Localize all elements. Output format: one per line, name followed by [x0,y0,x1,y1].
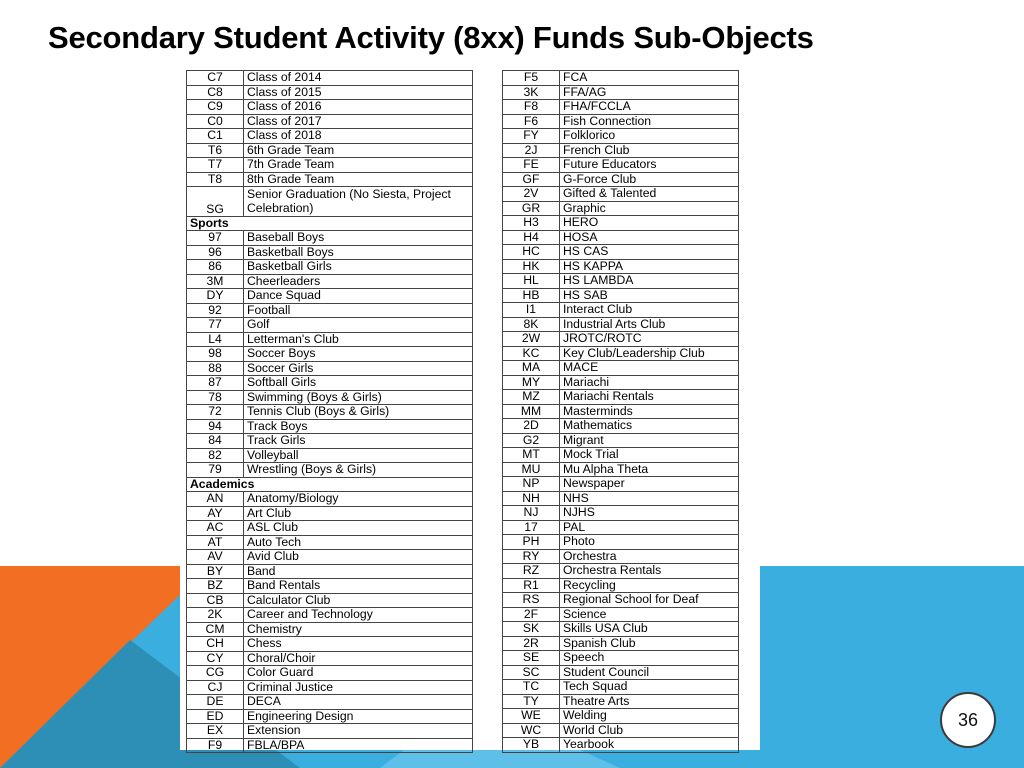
table-row [503,129,739,144]
table-row [187,419,473,434]
activity-name: FBLA/BPA [244,738,473,753]
activity-name: Letterman's Club [244,332,473,347]
page-title: Secondary Student Activity (8xx) Funds Sub-Objects [48,20,814,55]
activity-name: Golf [244,318,473,333]
table-row [187,564,473,579]
table-row [187,550,473,565]
activity-name: Graphic [560,201,739,216]
table-row [187,680,473,695]
sub-object-code: HL [503,274,560,289]
activity-name: Folklorico [560,129,739,144]
table-row [503,201,739,216]
activity-name: 7th Grade Team [244,158,473,173]
sub-object-code: FE [503,158,560,173]
sub-object-code: 3M [187,274,244,289]
activity-name: Chess [244,637,473,652]
sub-object-code: C9 [187,100,244,115]
activity-name: FCA [560,71,739,86]
section-title: Sports [187,216,473,231]
activity-name: DECA [244,695,473,710]
activity-name: Calculator Club [244,593,473,608]
sub-object-code: SC [503,665,560,680]
sub-object-code: CM [187,622,244,637]
table-row [187,724,473,739]
sub-object-code: 82 [187,448,244,463]
table-row [503,723,739,738]
sub-object-code: C0 [187,114,244,129]
page-number: 36 [940,692,996,748]
sub-object-code: RY [503,549,560,564]
table-row [503,694,739,709]
table-row [503,346,739,361]
sub-object-code: 2R [503,636,560,651]
sub-object-code: AN [187,492,244,507]
sub-object-code: NJ [503,506,560,521]
sub-object-code: T6 [187,143,244,158]
activity-name: Engineering Design [244,709,473,724]
activity-name: Senior Graduation (No Siesta, Project Celebration) [244,187,473,217]
activity-name: Spanish Club [560,636,739,651]
activity-name: Tennis Club (Boys & Girls) [244,405,473,420]
table-row [187,71,473,86]
table-row [187,172,473,187]
activity-name: Key Club/Leadership Club [560,346,739,361]
table-row [503,259,739,274]
activity-name: Theatre Arts [560,694,739,709]
table-row [187,129,473,144]
activity-name: Dance Squad [244,289,473,304]
activity-name: Extension [244,724,473,739]
section-header [187,477,473,492]
activity-name: Track Boys [244,419,473,434]
table-row [503,375,739,390]
table-row [187,332,473,347]
table-row [503,535,739,550]
activity-name: Softball Girls [244,376,473,391]
sub-object-code: F6 [503,114,560,129]
table-row [503,303,739,318]
table-row [187,651,473,666]
table-row [187,709,473,724]
activity-name: Criminal Justice [244,680,473,695]
table-row [187,608,473,623]
sub-object-code: AT [187,535,244,550]
activity-name: Skills USA Club [560,622,739,637]
table-row [503,477,739,492]
table-row [503,636,739,651]
activity-name: Swimming (Boys & Girls) [244,390,473,405]
sub-object-code: MU [503,462,560,477]
sub-object-code: 2W [503,332,560,347]
sub-object-code: 78 [187,390,244,405]
table-row [187,100,473,115]
activity-name: Speech [560,651,739,666]
activity-name: Tech Squad [560,680,739,695]
table-row [187,390,473,405]
activity-name: Class of 2017 [244,114,473,129]
table-row [503,361,739,376]
table-row [503,100,739,115]
sub-object-code: AV [187,550,244,565]
activity-name: Mariachi [560,375,739,390]
table-row [187,318,473,333]
table-row [187,738,473,753]
sub-object-code: 2D [503,419,560,434]
section-title: Academics [187,477,473,492]
sub-object-code: CH [187,637,244,652]
activity-name: Fish Connection [560,114,739,129]
sub-object-code: 2V [503,187,560,202]
sub-object-code: FY [503,129,560,144]
activity-name: Yearbook [560,738,739,753]
sub-object-code: HK [503,259,560,274]
activity-name: Basketball Boys [244,245,473,260]
activity-name: NJHS [560,506,739,521]
activity-name: Career and Technology [244,608,473,623]
sub-object-code: 86 [187,260,244,275]
activity-name: MACE [560,361,739,376]
table-row [187,434,473,449]
table-row [187,405,473,420]
activity-name: Student Council [560,665,739,680]
sub-object-code: MZ [503,390,560,405]
table-row [187,347,473,362]
sub-object-code: RZ [503,564,560,579]
sub-object-code: GR [503,201,560,216]
sub-object-code: WC [503,723,560,738]
table-row [503,549,739,564]
sub-object-code: 92 [187,303,244,318]
activity-name: Recycling [560,578,739,593]
table-row [187,506,473,521]
table-row [503,230,739,245]
sub-object-code: DY [187,289,244,304]
table-row [503,419,739,434]
activity-name: HS KAPPA [560,259,739,274]
table-row [503,114,739,129]
sub-object-code: 72 [187,405,244,420]
sub-object-code: C8 [187,85,244,100]
table-row [503,506,739,521]
activity-name: Avid Club [244,550,473,565]
sub-object-code: HC [503,245,560,260]
sub-object-code: R1 [503,578,560,593]
sub-object-code: ED [187,709,244,724]
sub-object-code: MM [503,404,560,419]
sub-object-code: 98 [187,347,244,362]
sub-object-code: WE [503,709,560,724]
sub-object-code: HB [503,288,560,303]
right-sub-object-table [502,70,739,753]
activity-name: FFA/AG [560,85,739,100]
activity-name: Gifted & Talented [560,187,739,202]
sub-object-code: KC [503,346,560,361]
table-row [503,172,739,187]
table-row [187,637,473,652]
activity-name: Baseball Boys [244,231,473,246]
activity-name: NHS [560,491,739,506]
sub-object-code: 87 [187,376,244,391]
table-row [503,158,739,173]
activity-name: Basketball Girls [244,260,473,275]
sub-object-code: TC [503,680,560,695]
activity-name: Anatomy/Biology [244,492,473,507]
sub-object-code: 84 [187,434,244,449]
sub-object-code: 3K [503,85,560,100]
sub-object-code: PH [503,535,560,550]
sub-object-code: 2F [503,607,560,622]
sub-object-code: 79 [187,463,244,478]
sub-object-code: 77 [187,318,244,333]
sub-object-code: 17 [503,520,560,535]
table-row [503,71,739,86]
sub-objects-table-image [180,68,760,750]
activity-name: 6th Grade Team [244,143,473,158]
activity-name: Photo [560,535,739,550]
sub-object-code: BZ [187,579,244,594]
table-row [503,622,739,637]
sub-object-code: EX [187,724,244,739]
activity-name: Cheerleaders [244,274,473,289]
sub-object-code: C1 [187,129,244,144]
table-row [503,433,739,448]
sub-object-code: F9 [187,738,244,753]
activity-name: HOSA [560,230,739,245]
table-row [187,187,473,217]
table-row [187,535,473,550]
sub-object-code: MA [503,361,560,376]
table-row [187,303,473,318]
sub-object-code: C7 [187,71,244,86]
sub-object-code: 8K [503,317,560,332]
sub-object-code: CG [187,666,244,681]
sub-object-code: 2J [503,143,560,158]
table-row [187,274,473,289]
activity-name: Band [244,564,473,579]
sub-object-code: BY [187,564,244,579]
table-row [503,143,739,158]
activity-name: Soccer Boys [244,347,473,362]
table-row [187,376,473,391]
sub-object-code: L4 [187,332,244,347]
activity-name: PAL [560,520,739,535]
sub-object-code: T8 [187,172,244,187]
table-row [503,390,739,405]
sub-object-code: GF [503,172,560,187]
table-row [503,274,739,289]
activity-name: Band Rentals [244,579,473,594]
sub-object-code: NP [503,477,560,492]
activity-name: Wrestling (Boys & Girls) [244,463,473,478]
sub-object-code: F5 [503,71,560,86]
table-row [503,404,739,419]
table-row [503,520,739,535]
activity-name: Mu Alpha Theta [560,462,739,477]
sub-object-code: 97 [187,231,244,246]
table-row [187,143,473,158]
table-row [187,85,473,100]
table-row [503,288,739,303]
activity-name: Chemistry [244,622,473,637]
table-row [503,332,739,347]
table-row [503,187,739,202]
sub-object-code: F8 [503,100,560,115]
table-row [187,260,473,275]
sub-object-code: CJ [187,680,244,695]
table-row [503,680,739,695]
activity-name: Art Club [244,506,473,521]
activity-name: Class of 2016 [244,100,473,115]
table-row [187,593,473,608]
activity-name: HS SAB [560,288,739,303]
table-row [187,158,473,173]
activity-name: Class of 2014 [244,71,473,86]
sub-object-code: I1 [503,303,560,318]
sub-object-code: DE [187,695,244,710]
table-row [503,216,739,231]
table-row [187,289,473,304]
activity-name: Orchestra Rentals [560,564,739,579]
sub-object-code: 94 [187,419,244,434]
table-row [187,114,473,129]
table-row [187,463,473,478]
activity-name: G-Force Club [560,172,739,187]
table-row [503,665,739,680]
sub-object-code: 88 [187,361,244,376]
sub-object-code: 96 [187,245,244,260]
sub-object-code: MY [503,375,560,390]
sub-object-code: SG [187,187,244,217]
sub-object-code: MT [503,448,560,463]
table-row [503,317,739,332]
sub-object-code: NH [503,491,560,506]
table-row [503,564,739,579]
activity-name: World Club [560,723,739,738]
table-row [187,492,473,507]
sub-object-code: SK [503,622,560,637]
activity-name: 8th Grade Team [244,172,473,187]
table-row [187,245,473,260]
sub-object-code: H3 [503,216,560,231]
left-sub-object-table [186,70,473,753]
activity-name: Volleyball [244,448,473,463]
activity-name: HS LAMBDA [560,274,739,289]
table-row [187,622,473,637]
activity-name: Class of 2018 [244,129,473,144]
sub-object-code: RS [503,593,560,608]
sub-object-code: TY [503,694,560,709]
table-row [187,361,473,376]
sub-object-code: G2 [503,433,560,448]
table-row [187,521,473,536]
table-row [503,448,739,463]
sub-object-code: T7 [187,158,244,173]
activity-name: JROTC/ROTC [560,332,739,347]
table-row [187,666,473,681]
activity-name: Masterminds [560,404,739,419]
activity-name: Football [244,303,473,318]
sub-object-code: CB [187,593,244,608]
activity-name: ASL Club [244,521,473,536]
table-row [187,448,473,463]
activity-name: Color Guard [244,666,473,681]
activity-name: Class of 2015 [244,85,473,100]
activity-name: Auto Tech [244,535,473,550]
sub-object-code: AC [187,521,244,536]
activity-name: Regional School for Deaf [560,593,739,608]
table-row [503,578,739,593]
activity-name: HERO [560,216,739,231]
activity-name: French Club [560,143,739,158]
activity-name: Soccer Girls [244,361,473,376]
table-row [503,738,739,753]
activity-name: FHA/FCCLA [560,100,739,115]
table-row [187,579,473,594]
activity-name: Mariachi Rentals [560,390,739,405]
activity-name: HS CAS [560,245,739,260]
activity-name: Science [560,607,739,622]
activity-name: Newspaper [560,477,739,492]
activity-name: Orchestra [560,549,739,564]
activity-name: Welding [560,709,739,724]
activity-name: Future Educators [560,158,739,173]
table-row [503,245,739,260]
sub-object-code: 2K [187,608,244,623]
activity-name: Choral/Choir [244,651,473,666]
sub-object-code: CY [187,651,244,666]
table-row [187,695,473,710]
table-row [187,231,473,246]
table-row [503,85,739,100]
table-row [503,709,739,724]
table-row [503,651,739,666]
table-row [503,593,739,608]
section-header [187,216,473,231]
activity-name: Industrial Arts Club [560,317,739,332]
activity-name: Migrant [560,433,739,448]
sub-object-code: H4 [503,230,560,245]
table-row [503,462,739,477]
activity-name: Mathematics [560,419,739,434]
table-row [503,491,739,506]
table-row [503,607,739,622]
sub-object-code: AY [187,506,244,521]
sub-object-code: SE [503,651,560,666]
activity-name: Interact Club [560,303,739,318]
sub-object-code: YB [503,738,560,753]
activity-name: Mock Trial [560,448,739,463]
activity-name: Track Girls [244,434,473,449]
